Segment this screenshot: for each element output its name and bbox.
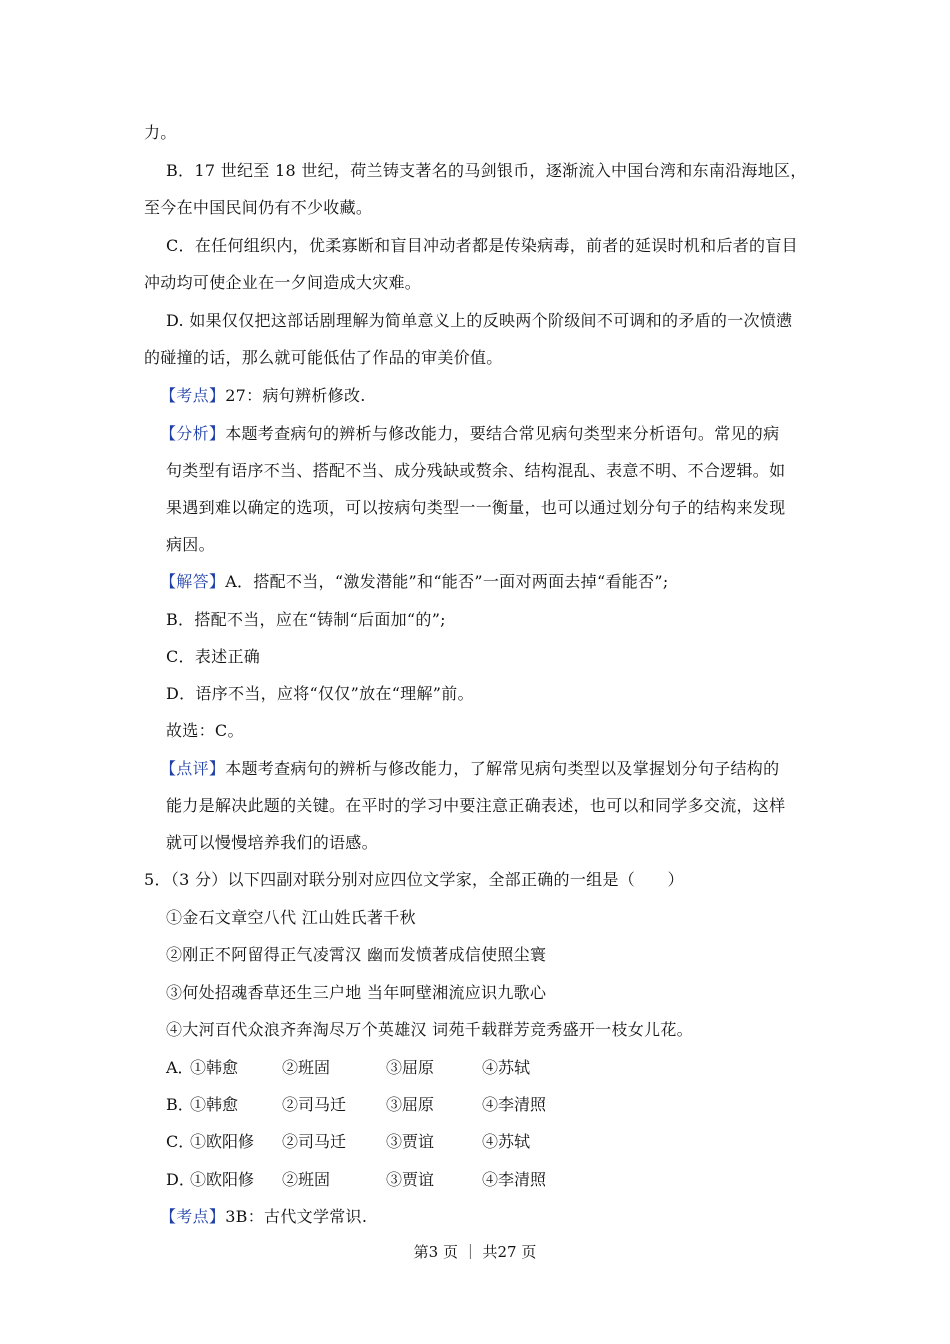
text-line: B．17 世纪至 18 世纪，荷兰铸支著名的马剑银币，逐渐流入中国台湾和东南沿海地区， [166,161,807,180]
dianping-tag: 【点评】 [160,759,226,778]
jieda-text: A．搭配不当，“激发潜能”和“能否”一面对两面去掉“看能否”; [225,572,669,591]
kaodian-text: 27：病句辨析修改. [225,386,366,405]
couplet-line: ②刚正不阿留得正气凌霄汉 幽而发愤著成信使照尘寰 [166,945,547,964]
text-line: 能力是解决此题的关键。在平时的学习中要注意正确表述，也可以和同学多交流，这样 [166,796,786,815]
option-choice: ②班固 [282,1170,331,1189]
text-line: 就可以慢慢培养我们的语感。 [166,833,378,852]
text-line: 句类型有语序不当、搭配不当、成分残缺或赘余、结构混乱、表意不明、不合逻辑。如 [166,461,786,480]
kaodian-tag: 【考点】 [160,1207,226,1226]
option-row-d [166,1170,666,1190]
option-choice: ③贾谊 [386,1170,435,1189]
kaodian-line [160,1207,367,1227]
option-row-c [166,1132,666,1152]
option-letter: D． [166,1170,195,1189]
option-choice: ④苏轼 [482,1058,531,1077]
option-choice: ④李清照 [482,1095,547,1114]
kaodian-tag: 【考点】 [160,386,226,405]
option-letter: A． [166,1058,194,1077]
text-line: C．表述正确 [166,647,261,666]
option-choice: ④苏轼 [482,1132,531,1151]
option-choice: ②司马迁 [282,1132,347,1151]
text-line: 至今在中国民间仍有不少收藏。 [144,198,373,217]
option-choice: ④李清照 [482,1170,547,1189]
couplet-line: ④大河百代众浪齐奔淘尽万个英雄汉 词苑千载群芳竞秀盛开一枝女儿花。 [166,1020,693,1039]
question-stem: 5．（3 分）以下四副对联分别对应四位文学家，全部正确的一组是（ ） [144,870,684,889]
fenxi-line [160,424,779,444]
option-letter: B． [166,1095,194,1114]
option-choice: ②司马迁 [282,1095,347,1114]
page-footer: 第3 页 ｜ 共27 页 [413,1243,537,1261]
text-line: 的碰撞的话，那么就可能低估了作品的审美价值。 [144,348,503,367]
text-line: D．语序不当，应将“仅仅”放在“理解”前。 [166,684,474,703]
text-line: 力。 [144,123,177,142]
dianping-text: 本题考查病句的辨析与修改能力，了解常见病句类型以及掌握划分句子结构的 [225,759,780,778]
fenxi-text: 本题考查病句的辨析与修改能力，要结合常见病句类型来分析语句。常见的病 [225,424,780,443]
text-line: 故选：C。 [166,721,244,740]
couplet-line: ③何处招魂香草还生三户地 当年呵壁湘流应识九歌心 [166,983,547,1002]
option-choice: ③屈原 [386,1095,435,1114]
text-line: 果遇到难以确定的选项，可以按病句类型一一衡量，也可以通过划分句子的结构来发现 [166,498,786,517]
option-choice: ①韩愈 [190,1095,239,1114]
option-letter: C． [166,1132,195,1151]
fenxi-tag: 【分析】 [160,424,226,443]
option-choice: ①欧阳修 [190,1170,255,1189]
option-row-b [166,1095,666,1115]
text-line: 病因。 [166,535,215,554]
option-choice: ①欧阳修 [190,1132,255,1151]
kaodian-text: 3B：古代文学常识. [225,1207,368,1226]
option-choice: ②班固 [282,1058,331,1077]
option-choice: ③屈原 [386,1058,435,1077]
dianping-line [160,759,779,779]
text-line: 冲动均可使企业在一夕间造成大灾难。 [144,273,422,292]
jieda-line [160,572,669,592]
option-row-a [166,1058,666,1078]
text-line: C．在任何组织内，优柔寡断和盲目冲动者都是传染病毒，前者的延误时机和后者的盲目 [166,236,798,255]
text-line: D. 如果仅仅把这部话剧理解为简单意义上的反映两个阶级间不可调和的矛盾的一次愤懑 [166,311,793,330]
kaodian-line [160,386,366,406]
option-choice: ③贾谊 [386,1132,435,1151]
jieda-tag: 【解答】 [160,572,226,591]
text-line: B．搭配不当，应在“铸制“后面加“的”; [166,610,446,629]
option-choice: ①韩愈 [190,1058,239,1077]
couplet-line: ①金石文章空八代 江山姓氏著千秋 [166,908,416,927]
